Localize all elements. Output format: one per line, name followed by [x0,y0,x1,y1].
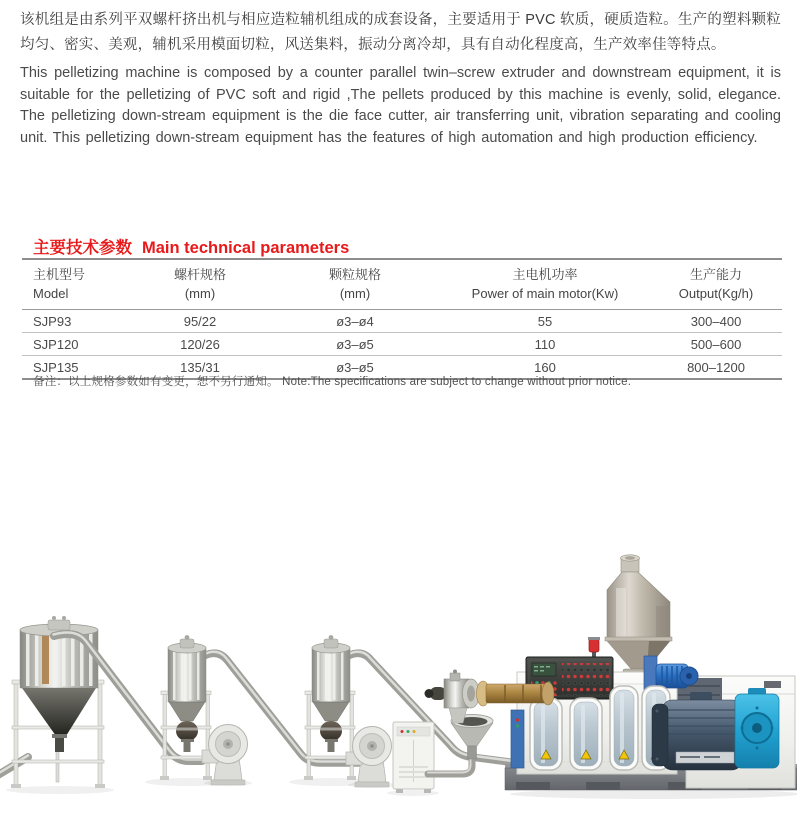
gearbox [735,688,779,768]
spec-cell: 160 [534,359,556,375]
note-line [33,373,631,389]
spec-cell: ø3–ø4 [336,313,374,329]
machine-figure [0,530,797,815]
col-header-pellet: 颗粒规格 (mm) [328,267,381,301]
spec-cell: ø3–ø5 [336,336,374,352]
table-row [22,333,782,356]
machine-photo [0,530,797,815]
section-title-en: Main technical parameters [142,239,350,257]
spec-cell: 55 [537,313,553,329]
feeding-funnel [428,715,493,775]
note-zh: 备注：以上规格参数如有变更，恕不另行通知。 [33,376,279,388]
col-header-power: 主电机功率 Power of main motor(Kw) [471,267,619,301]
spec-cell: 800–1200 [687,359,745,375]
spec-cell: 135/31 [180,359,220,375]
spec-header-row [22,259,782,310]
intro-paragraph-en: This pelletizing machine is composed by a counter parallel twin–screw extruder and downstream equipment, it is suitable for the pelletizing of PVC soft and rigid ,The pellets produced by this machine is evenly, solid, elegance. The pelletizing down-stream equipment is the die face cutter, air transferring unit, vibration separating and cooling unit. This pelletizing down-stream equipment has the features of high automation and high production efficiency. [20,65,781,146]
spec-cell: ø3–ø5 [336,359,374,375]
spec-cell: 120/26 [180,336,220,352]
main-motor [652,692,742,770]
col-header-output: 生产能力 Output(Kg/h) [678,267,754,301]
col-header-model: 主机型号 Model [33,267,86,301]
storage-hopper-1 [11,616,105,788]
spec-cell: SJP120 [33,336,79,352]
intro-paragraph-zh: 该机组是由系列平双螺杆挤出机与相应造粒辅机组成的成套设备，主要适用于 PVC 软质，硬质造粒。生产的塑料颗粒均匀、密实、美观，辅机采用模面切粒，风送集料，振动分离冷却，具有自动化程度高，生产效率佳等特点。 [20,12,781,53]
spec-table [22,258,782,380]
table-row [22,310,782,333]
section-title [33,234,349,258]
spec-cell: SJP135 [33,359,79,375]
spec-cell: 500–600 [690,336,742,352]
spec-cell: 95/22 [183,313,217,329]
spec-cell: 110 [534,336,556,352]
extruder-feeding-hopper [605,555,672,682]
spec-cell: 300–400 [690,313,742,329]
section-title-zh: 主要技术参数 [33,239,132,257]
col-header-screw: 螺杆规格 (mm) [173,267,226,301]
spec-cell: SJP93 [33,313,72,329]
note-en: Note:The specifications are subject to change without prior notice. [282,376,632,388]
electric-control-cabinet [393,722,434,793]
